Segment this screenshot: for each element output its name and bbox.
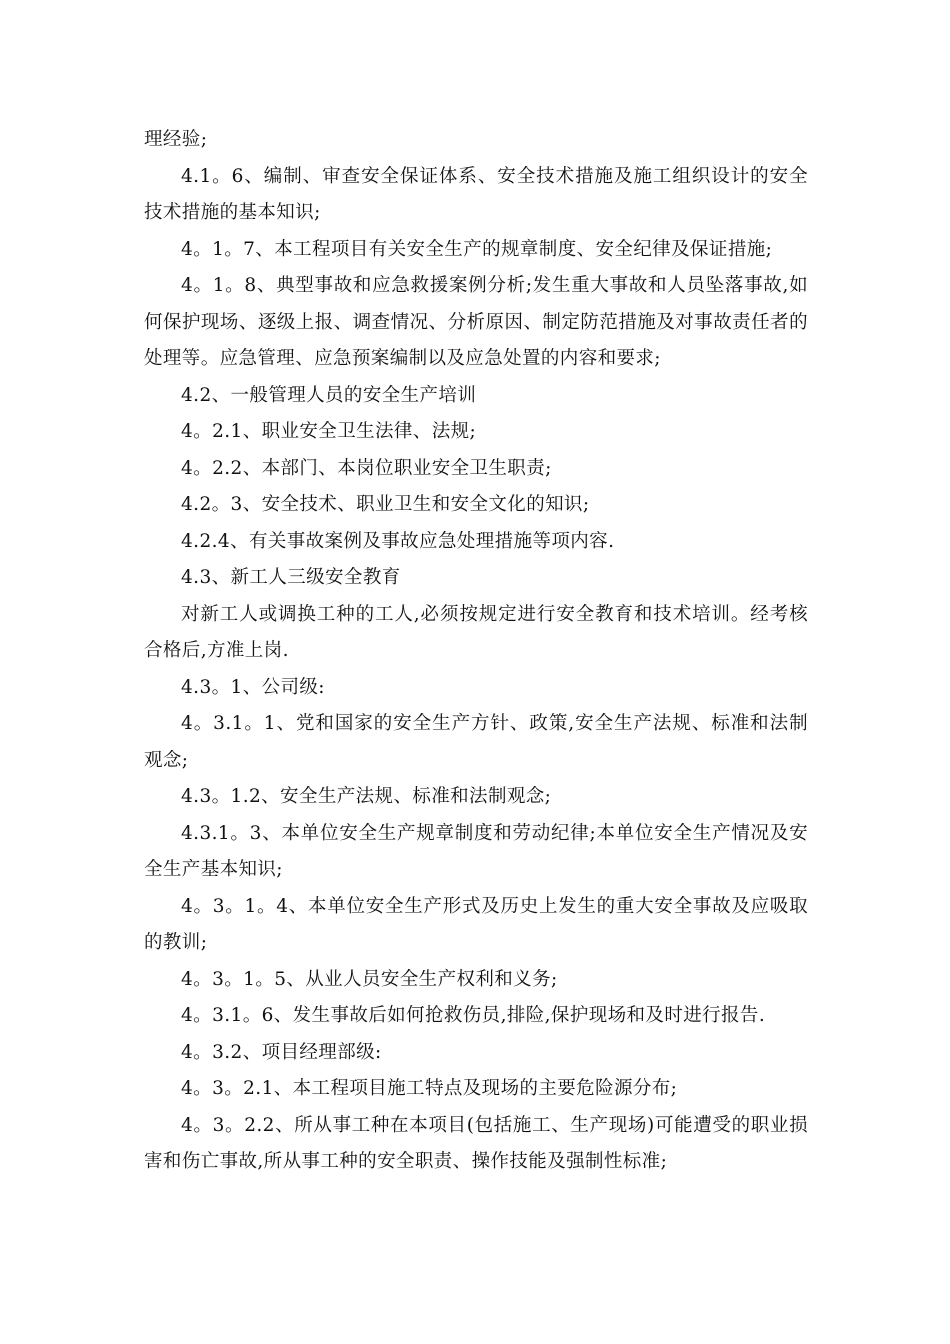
paragraph: 理经验;: [144, 129, 208, 150]
paragraph: 4。3.1。6、发生事故后如何抢救伤员,排险,保护现场和及时进行报告.: [181, 1005, 766, 1026]
paragraph: 4.1。6、编制、审查安全保证体系、安全技术措施及施工组织设计的安全技术措施的基本知识;: [144, 165, 808, 223]
paragraph: 4.2.4、有关事故案例及事故应急处理措施等项内容.: [181, 530, 615, 552]
paragraph: 4。3.2、项目经理部级:: [181, 1041, 382, 1063]
paragraph: 4。3。2.1、本工程项目施工特点及现场的主要危险源分布;: [181, 1078, 678, 1099]
paragraph: 4.3。1、公司级:: [181, 676, 325, 698]
paragraph: 4.2。3、安全技术、职业卫生和安全文化的知识;: [181, 494, 590, 515]
paragraph: 4。2.1、职业安全卫生法律、法规;: [181, 421, 477, 442]
document-body: [144, 122, 808, 1181]
section-heading: 4.2、一般管理人员的安全生产培训: [181, 384, 477, 406]
section-heading: 4.3、新工人三级安全教育: [181, 567, 401, 588]
paragraph: 4.3。1.2、安全生产法规、标准和法制观念;: [181, 786, 552, 807]
paragraph: 4.3.1。3、本单位安全生产规章制度和劳动纪律;本单位安全生产情况及安全生产基本知识;: [144, 822, 808, 880]
paragraph: 4。3。1。5、从业人员安全生产权利和义务;: [181, 968, 558, 990]
paragraph: 4。1。8、典型事故和应急救援案例分析;发生重大事故和人员坠落事故,如何保护现场、逐级上报、调查情况、分析原因、制定防范措施及对事故责任者的处理等。应急管理、应急预案编制以及应急处置的内容和要求;: [144, 275, 808, 369]
paragraph: 4。2.2、本部门、本岗位职业安全卫生职责;: [181, 457, 552, 479]
paragraph: 4。3。2.2、所从事工种在本项目(包括施工、生产现场)可能遭受的职业损害和伤亡事故,所从事工种的安全职责、操作技能及强制性标准;: [144, 1114, 808, 1172]
paragraph: 4。3。1。4、本单位安全生产形式及历史上发生的重大安全事故及应吸取的教训;: [144, 895, 808, 953]
paragraph: 4。3.1。1、党和国家的安全生产方针、政策,安全生产法规、标准和法制观念;: [144, 713, 808, 771]
paragraph: 对新工人或调换工种的工人,必须按规定进行安全教育和技术培训。经考核合格后,方准上岗.: [144, 603, 808, 661]
paragraph: 4。1。7、本工程项目有关安全生产的规章制度、安全纪律及保证措施;: [181, 238, 773, 260]
